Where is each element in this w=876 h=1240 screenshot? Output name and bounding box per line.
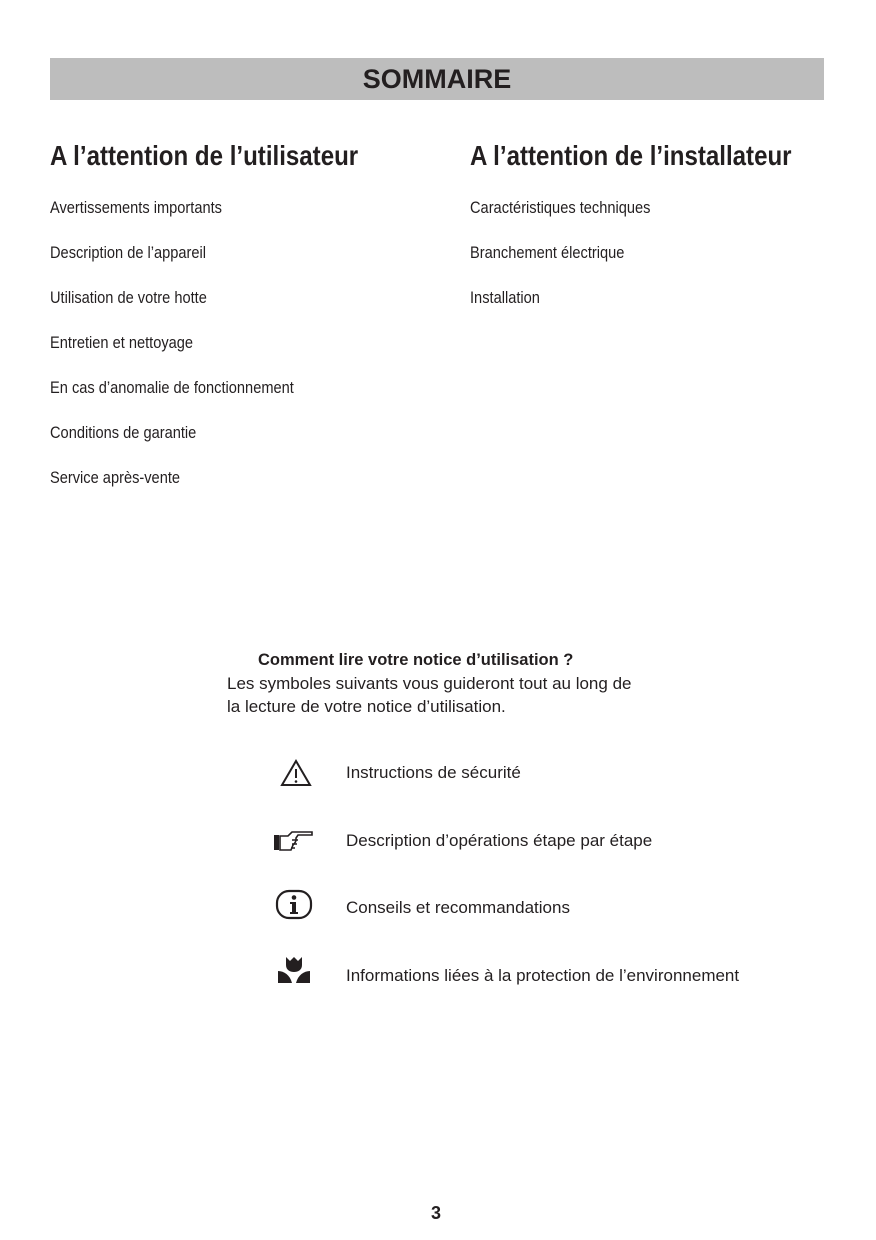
- page-title: SOMMAIRE: [362, 64, 512, 94]
- toc-item: Installation: [470, 288, 540, 307]
- warning-triangle-icon: [274, 757, 314, 789]
- title-bar: [50, 58, 824, 100]
- page-number: 3: [431, 1203, 442, 1223]
- symbol-label: Instructions de sécurité: [346, 763, 521, 782]
- toc-item: Utilisation de votre hotte: [50, 288, 207, 307]
- info-icon: [274, 889, 314, 921]
- toc-item: Branchement électrique: [470, 243, 625, 262]
- toc-item: Conditions de garantie: [50, 423, 197, 442]
- howto-line: la lecture de votre notice d’utilisation.: [227, 697, 506, 716]
- tulip-icon: [274, 955, 314, 987]
- symbol-label: Description d’opérations étape par étape: [346, 831, 653, 850]
- toc-item: Caractéristiques techniques: [470, 198, 651, 217]
- symbol-label: Informations liées à la protection de l’environnement: [346, 966, 740, 985]
- toc-item: Service après-vente: [50, 468, 181, 487]
- toc-item: Description de l’appareil: [50, 243, 207, 262]
- howto-line: Les symboles suivants vous guideront tout au long de: [227, 674, 632, 693]
- toc-item: En cas d’anomalie de fonctionnement: [50, 378, 294, 397]
- pointing-hand-icon: [274, 826, 314, 858]
- symbol-label: Conseils et recommandations: [346, 898, 570, 917]
- toc-item: Entretien et nettoyage: [50, 333, 194, 352]
- toc-item: Avertissements importants: [50, 198, 222, 217]
- user-heading: A l’attention de l’utilisateur: [50, 140, 359, 171]
- installer-heading: A l’attention de l’installateur: [470, 140, 792, 171]
- howto-title: Comment lire votre notice d’utilisation ?: [258, 651, 574, 669]
